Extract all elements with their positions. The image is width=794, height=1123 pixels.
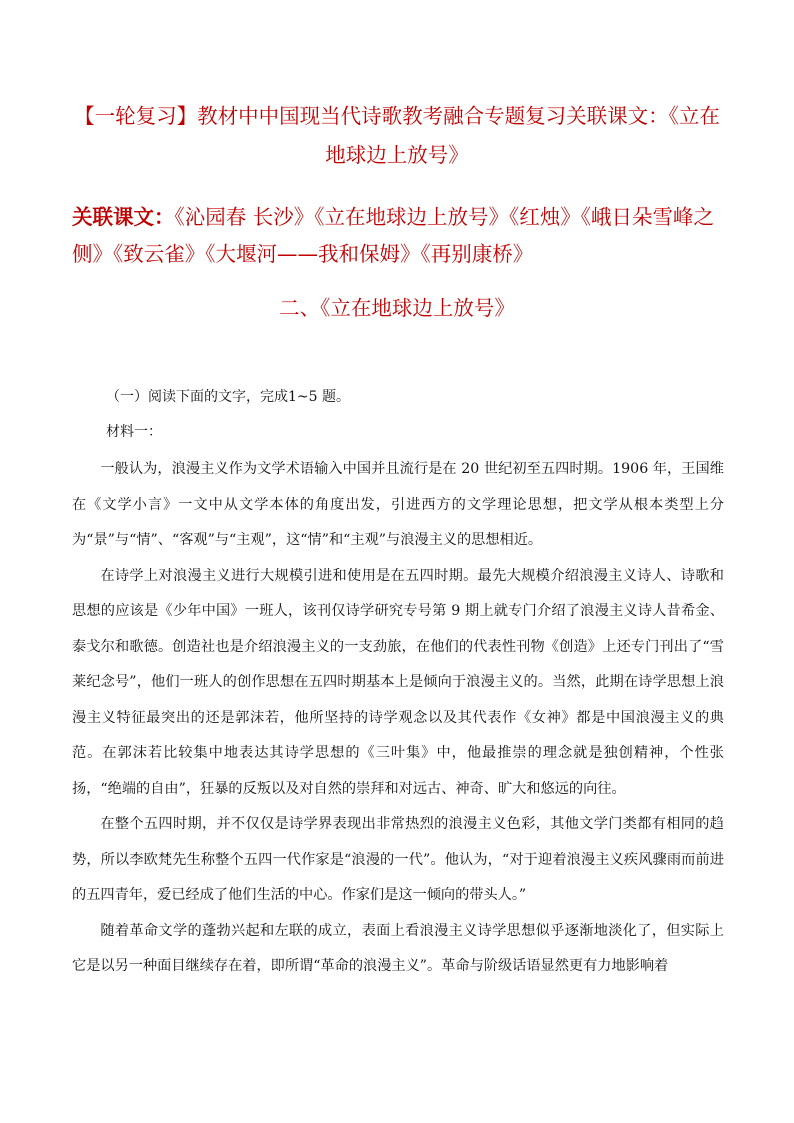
section-heading: 二、《立在地球边上放号》 <box>279 296 515 320</box>
related-texts-list: 《沁园春 长沙》《立在地球边上放号》《红烛》《峨日朵雪峰之侧》《致云雀》《大堰河——我和保姆》《再别康桥》 <box>72 205 715 266</box>
material-body <box>72 452 724 985</box>
body-paragraph-1: 一般认为，浪漫主义作为文学术语输入中国并且流行是在 20 世纪初至五四时期。1906 年，王国维在《文学小言》一文中从文学本体的角度出发，引进西方的文学理论思想，把文学从根本类型上分为“景”与“情”、“客观”与“主观”，这“情”和“主观”与浪漫主义的思想相近。 <box>72 461 724 548</box>
material-label: 材料一： <box>106 424 162 440</box>
related-texts <box>72 199 724 273</box>
body-paragraph-3: 在整个五四时期，并不仅仅是诗学界表现出非常热烈的浪漫主义色彩，其他文学门类都有相同的趋势，所以李欧梵先生称整个五四一代作家是“浪漫的一代”。他认为，“对于迎着浪漫主义疾风骤雨而前进的五四青年，爱已经成了他们生活的中心。作家们是这一倾向的带头人。” <box>72 816 724 903</box>
related-texts-label: 关联课文： <box>72 205 175 229</box>
reading-instruction: （一）阅读下面的文字，完成1~5 题。 <box>106 389 350 405</box>
document-title: 【一轮复习】教材中中国现当代诗歌教考融合专题复习关联课文：《立在地球边上放号》 <box>74 104 720 167</box>
body-paragraph-2: 在诗学上对浪漫主义进行大规模引进和使用是在五四时期。最先大规模介绍浪漫主义诗人、诗歌和思想的应该是《少年中国》一班人，该刊仅诗学研究专号第 9 期上就专门介绍了浪漫主义诗人昔希金、泰戈尔和歌德。创造社也是介绍浪漫主义的一支劲旅，在他们的代表性刊物《创造》上还专门刊出了“雪莱纪念号”，他们一班人的创作思想在五四时期基本上是倾向于浪漫主义的。当然，此期在诗学思想上浪漫主义特征最突出的还是郭沫若，他所坚持的诗学观念以及其代表作《女神》都是中国浪漫主义的典范。在郭沫若比较集中地表达其诗学思想的《三叶集》中，他最推崇的理念就是独创精神，个性张扬，“绝端的自由”，狂暴的反叛以及对自然的崇拜和对远古、神奇、旷大和悠远的向往。 <box>72 567 724 797</box>
body-paragraph-4: 随着革命文学的蓬勃兴起和左联的成立，表面上看浪漫主义诗学思想似乎逐渐地淡化了，但实际上它是以另一种面目继续存在着，即所谓“革命的浪漫主义”。革命与阶级话语显然更有力地影响着 <box>72 922 724 974</box>
